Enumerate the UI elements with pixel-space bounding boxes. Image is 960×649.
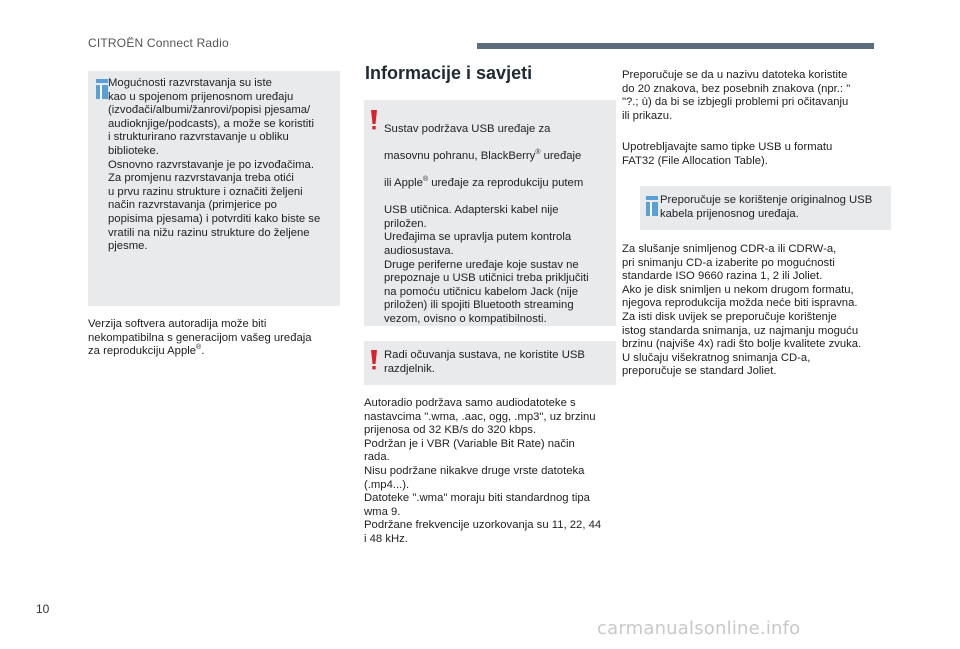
header-bar xyxy=(477,43,874,49)
info-box-cable xyxy=(640,186,891,230)
page-number: 10 xyxy=(36,602,50,616)
filename-paragraph: Preporučuje se da u nazivu datoteka koristite do 20 znakova, bez posebnih znakova (npr.: " "?.; ù) da bi se izbjegli problemi pri očitavanju ili prikazu. xyxy=(622,69,851,122)
manual-header-title: CITROËN Connect Radio xyxy=(88,36,229,50)
info-box-text: Mogućnosti razvrstavanja su iste kao u spojenom prijenosnom uređaju (izvođači/albumi/žanrovi/popisi pjesama/ audioknjige/podcasts), a može se koristiti i strukturirano razvrstavanje u obliku biblioteke. Osnovno razvrstavanje je po izvođačima. Za promjenu razvrstavanja treba otići u prvu razinu strukture i označiti željeni način razvrstavanja (primjerice po popisima pjesama) i potvrditi kako biste se vratili na nižu razinu strukture do željene pjesme. xyxy=(108,77,321,253)
audio-format-paragraph: Autoradio podržava samo audiodatoteke s nastavcima ".wma, .aac, ogg, .mp3", uz brzinu prijenosa od 32 KB/s do 320 kbps. Podržan je i VBR (Variable Bit Rate) način rada. Nisu podržane nikakve druge vrste datoteka (.mp4...). Datoteke ".wma" moraju biti standardnog tipa wma 9. Podržane frekvencije uzorkovanja su 11, 22, 44 i 48 kHz. xyxy=(364,397,602,545)
section-title: Informacije i savjeti xyxy=(365,63,533,83)
cd-paragraph: Za slušanje snimljenog CDR-a ili CDRW-a, pri snimanju CD-a izaberite po mogućnosti standarde ISO 9660 razina 1, 2 ili Joliet. Ako je disk snimljen u nekom drugom formatu, njegova reprodukcija možda neće biti ispravna. Za isti disk uvijek se preporučuje korištenje istog standarda snimanja, uz najmanju moguću brzinu (najviše 4x) radi što bolje kvalitete zvuka. U slučaju višekratnog snimanja CD-a, preporučuje se standard Joliet. xyxy=(622,243,862,378)
warn-line-2-b: uređaje xyxy=(540,149,582,162)
fat32-paragraph: Upotrebljavajte samo tipke USB u formatu FAT32 (File Allocation Table). xyxy=(622,141,833,167)
info-icon xyxy=(96,79,108,99)
warning-box-usb xyxy=(364,100,616,326)
compat-period: . xyxy=(201,345,205,358)
registered-mark: ® xyxy=(422,176,429,184)
warn-line-1: Sustav podržava USB uređaje za xyxy=(384,122,551,135)
warning-box-hub xyxy=(364,341,616,385)
registered-mark: ® xyxy=(196,344,202,352)
watermark: carmanualsonline.info xyxy=(597,618,801,639)
warn-line-3 xyxy=(384,177,614,191)
warning-icon xyxy=(370,110,378,130)
warn-line-3-b: uređaje za reprodukciju putem xyxy=(428,176,584,189)
warn-rest: USB utičnica. Adapterski kabel nije priložen. Uređajima se upravlja putem kontrola audiosustava. Druge periferne uređaje koje sustav ne prepoznaje u USB utičnici treba priključiti na pomoću utičnicu kabelom Jack (nije priložen) ili spojiti Bluetooth streaming vezom, ovisno o kompatibilnosti. xyxy=(384,204,589,325)
compat-text: Verzija softvera autoradija može biti nekompatibilna s generacijom vašeg uređaja za reprodukciju Apple xyxy=(88,318,312,358)
info-box-sorting xyxy=(88,71,340,306)
warning-hub-text: Radi očuvanja sustava, ne koristite USB razdjelnik. xyxy=(384,349,585,375)
info-cable-text: Preporučuje se korištenje originalnog USB kabela prijenosnog uređaja. xyxy=(660,194,873,220)
compat-paragraph xyxy=(88,318,348,359)
registered-mark: ® xyxy=(535,149,541,157)
info-icon xyxy=(646,196,658,216)
warning-box-text xyxy=(384,109,614,340)
warn-line-2-a: masovnu pohranu, BlackBerry xyxy=(384,149,536,162)
warn-line-3-a: ili Apple xyxy=(384,176,423,189)
warn-line-2 xyxy=(384,150,614,164)
warning-icon xyxy=(370,350,378,370)
